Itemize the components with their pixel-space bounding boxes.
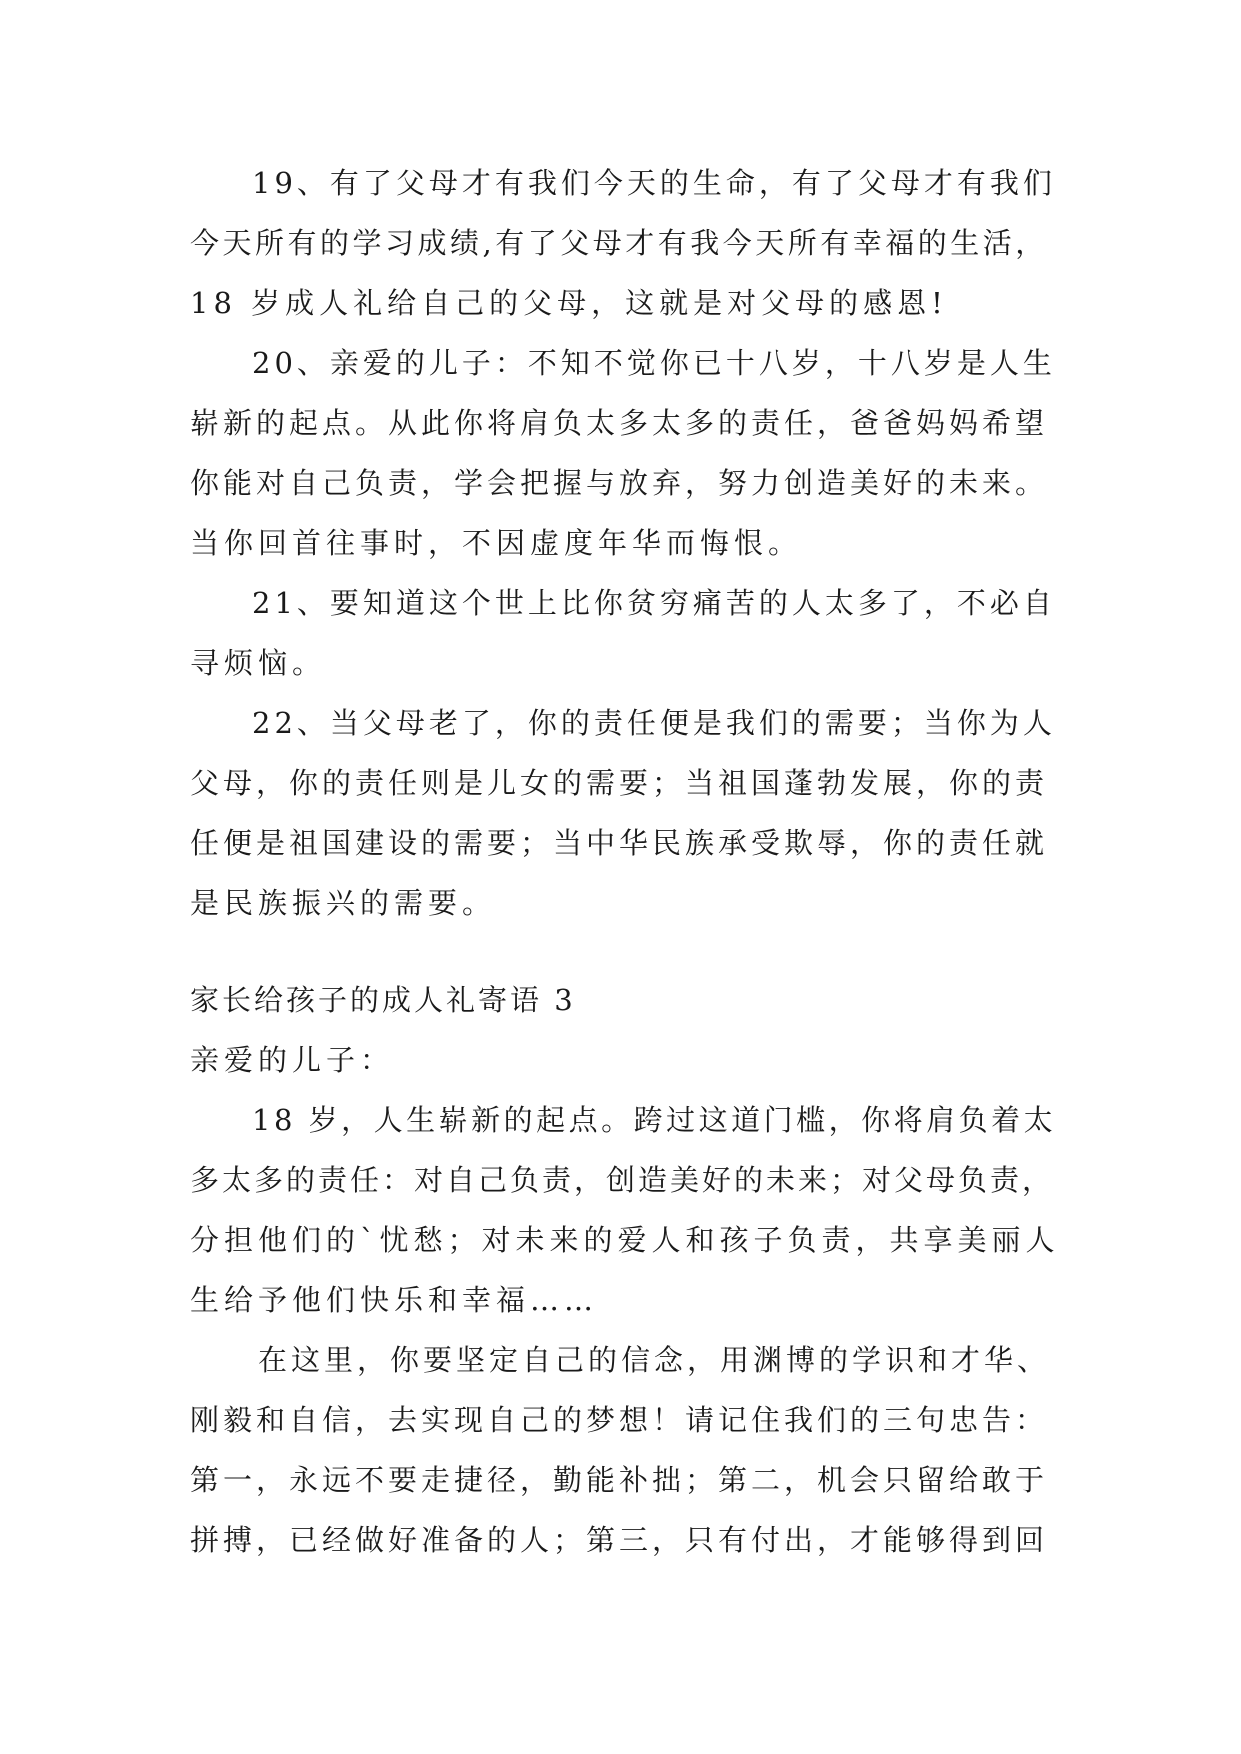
paragraph-22-line-4: 是民族振兴的需要。 bbox=[190, 886, 497, 920]
letter-paragraph-1-line-1: 18 岁，人生崭新的起点。跨过这道门槛，你将肩负着太 bbox=[252, 1103, 1057, 1137]
paragraph-21-line-1: 21、要知道这个世上比你贫穷痛苦的人太多了，不必自 bbox=[252, 586, 1056, 620]
paragraph-22-line-1: 22、当父母老了，你的责任便是我们的需要；当你为人 bbox=[252, 706, 1056, 740]
letter-paragraph-1-line-3: 分担他们的`忧愁；对未来的爱人和孩子负责，共享美丽人 bbox=[190, 1223, 1060, 1257]
paragraph-21-line-2: 寻烦恼。 bbox=[190, 646, 327, 680]
paragraph-20-line-4: 当你回首往事时，不因虚度年华而悔恨。 bbox=[190, 526, 803, 560]
letter-paragraph-1-line-4: 生给予他们快乐和幸福…… bbox=[190, 1283, 599, 1317]
letter-paragraph-2-line-4: 拼搏，已经做好准备的人；第三，只有付出，才能够得到回 bbox=[190, 1523, 1049, 1557]
letter-paragraph-2-line-1: 在这里，你要坚定自己的信念，用渊博的学识和才华、 bbox=[258, 1343, 1051, 1377]
letter-paragraph-1-line-2: 多太多的责任：对自己负责，创造美好的未来；对父母负责， bbox=[190, 1163, 1055, 1197]
section-heading: 家长给孩子的成人礼寄语 3 bbox=[190, 983, 576, 1017]
paragraph-22-line-3: 任便是祖国建设的需要；当中华民族承受欺辱，你的责任就 bbox=[190, 826, 1049, 860]
paragraph-20-line-1: 20、亲爱的儿子：不知不觉你已十八岁，十八岁是人生 bbox=[252, 346, 1056, 380]
paragraph-20-line-2: 崭新的起点。从此你将肩负太多太多的责任，爸爸妈妈希望 bbox=[190, 406, 1049, 440]
letter-paragraph-2-line-3: 第一，永远不要走捷径，勤能补拙；第二，机会只留给敢于 bbox=[190, 1463, 1049, 1497]
paragraph-19-line-2: 今天所有的学习成绩,有了父母才有我今天所有幸福的生活， bbox=[190, 226, 1048, 260]
paragraph-19-line-1: 19、有了父母才有我们今天的生命，有了父母才有我们 bbox=[252, 166, 1056, 200]
paragraph-20-line-3: 你能对自己负责，学会把握与放弃，努力创造美好的未来。 bbox=[190, 466, 1049, 500]
paragraph-19-line-3: 18 岁成人礼给自己的父母，这就是对父母的感恩! bbox=[190, 286, 948, 320]
paragraph-22-line-2: 父母，你的责任则是儿女的需要；当祖国蓬勃发展，你的责 bbox=[190, 766, 1049, 800]
letter-paragraph-2-line-2: 刚毅和自信，去实现自己的梦想！请记住我们的三句忠告： bbox=[190, 1403, 1049, 1437]
salutation: 亲爱的儿子： bbox=[190, 1043, 395, 1077]
